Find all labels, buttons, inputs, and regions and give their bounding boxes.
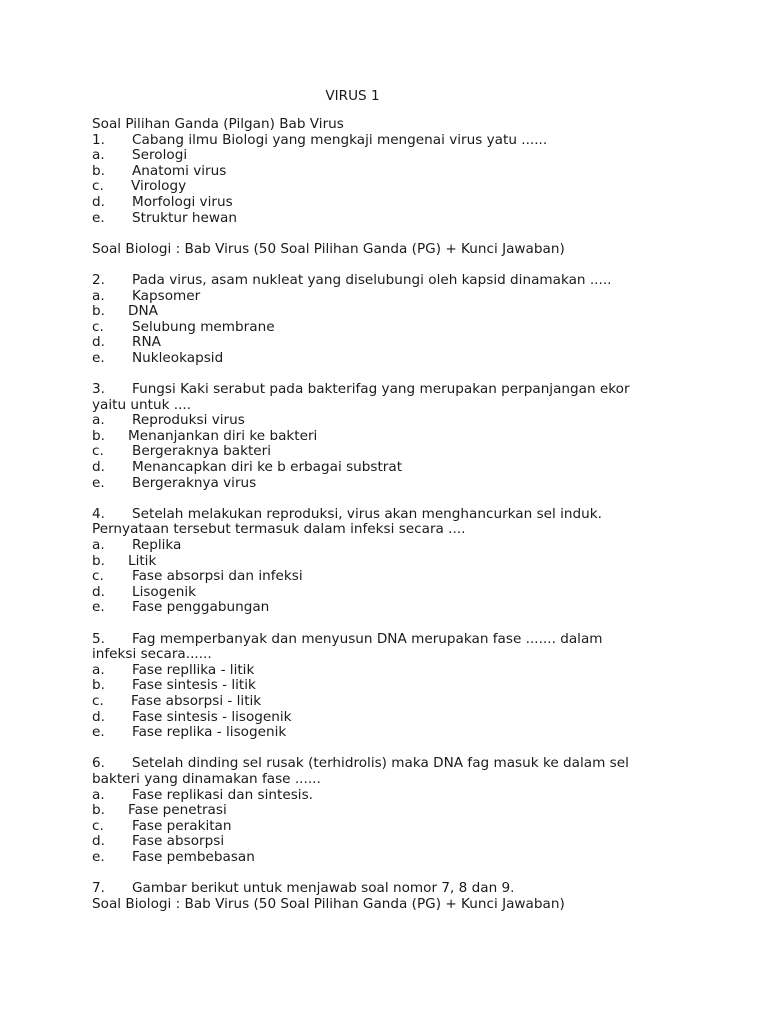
question-number: 6. (92, 755, 105, 772)
option-label: b. (92, 552, 105, 569)
option-d (92, 335, 672, 351)
option-e (92, 600, 672, 616)
option-label: b. (92, 802, 105, 819)
question-text: Pada virus, asam nukleat yang diselubungi oleh kapsid dinamakan ..... (132, 271, 612, 288)
spacer (92, 257, 672, 273)
option-label: a. (92, 537, 105, 554)
option-text: Virology (131, 178, 187, 195)
question-5 (92, 632, 672, 741)
question-text: Gambar berikut untuk menjawab soal nomor 7, 8 dan 9. (132, 880, 515, 897)
question-3 (92, 382, 672, 491)
option-a (92, 289, 672, 305)
option-label: b. (92, 677, 105, 694)
option-text: Fase perakitan (132, 817, 232, 834)
option-a (92, 538, 672, 554)
spacer (92, 367, 672, 383)
option-text: Fase absorpsi - litik (131, 692, 262, 709)
question-text: Cabang ilmu Biologi yang mengkaji mengenai virus yatu ...... (132, 131, 548, 148)
option-text: Kapsomer (132, 287, 201, 304)
option-label: d. (92, 708, 105, 725)
question-stem-continued: Pernyataan tersebut termasuk dalam infeksi secara .... (92, 521, 466, 538)
question-number: 7. (92, 880, 105, 897)
option-e (92, 211, 672, 227)
question-4 (92, 507, 672, 616)
spacer (92, 226, 672, 242)
question-7 (92, 881, 672, 897)
option-text: Reproduksi virus (132, 412, 245, 429)
option-label: d. (92, 334, 105, 351)
option-text: Fase sintesis - litik (132, 677, 256, 694)
option-label: a. (92, 661, 105, 678)
option-text: Serologi (132, 147, 188, 164)
option-label: a. (92, 287, 105, 304)
option-text: Morfologi virus (132, 193, 233, 210)
question-text: Setelah dinding sel rusak (terhidrolis) maka DNA fag masuk ke dalam sel (132, 755, 629, 772)
option-text: Menanjankan diri ke bakteri (128, 427, 318, 444)
option-text: Struktur hewan (132, 209, 237, 226)
question-stem (92, 881, 672, 897)
option-label: c. (92, 178, 104, 195)
option-label: b. (92, 427, 105, 444)
option-e (92, 850, 672, 866)
option-a (92, 413, 672, 429)
option-label: e. (92, 724, 105, 741)
option-b (92, 429, 672, 445)
option-text: Anatomi virus (132, 162, 227, 179)
option-text: DNA (128, 303, 158, 320)
question-6 (92, 756, 672, 865)
option-a (92, 788, 672, 804)
option-text: Litik (128, 552, 157, 569)
option-a (92, 663, 672, 679)
option-label: c. (92, 817, 104, 834)
question-stem (92, 273, 672, 289)
option-d (92, 195, 672, 211)
option-label: e. (92, 474, 105, 491)
option-text: Menancapkan diri ke b erbagai substrat (132, 459, 403, 476)
option-label: e. (92, 349, 105, 366)
question-number: 4. (92, 505, 105, 522)
question-text: Fag memperbanyak dan menyusun DNA merupakan fase ....... dalam (132, 630, 603, 647)
option-e (92, 476, 672, 492)
option-text: Selubung membrane (132, 318, 275, 335)
option-c (92, 179, 672, 195)
question-stem (92, 382, 672, 398)
option-c (92, 819, 672, 835)
option-label: a. (92, 786, 105, 803)
question-text: Fungsi Kaki serabut pada bakterifag yang merupakan perpanjangan ekor (132, 381, 630, 398)
option-text: Nukleokapsid (132, 349, 224, 366)
question-stem-continued: yaitu untuk .... (92, 396, 192, 413)
option-text: Replika (132, 537, 182, 554)
option-text: Bergeraknya virus (132, 474, 257, 491)
option-e (92, 351, 672, 367)
option-label: c. (92, 568, 104, 585)
repeat-header: Soal Biologi : Bab Virus (50 Soal Pilihan Ganda (PG) + Kunci Jawaban) (92, 240, 565, 257)
option-text: Fase repllika - litik (132, 661, 255, 678)
document-title: VIRUS 1 (325, 88, 380, 104)
question-stem-continued: infeksi secara...... (92, 646, 212, 663)
question-number: 5. (92, 630, 105, 647)
option-text: Fase penetrasi (128, 802, 227, 819)
option-label: c. (92, 318, 104, 335)
option-d (92, 585, 672, 601)
option-label: d. (92, 583, 105, 600)
option-c (92, 694, 672, 710)
option-label: a. (92, 412, 105, 429)
option-label: b. (92, 162, 105, 179)
document-subtitle: Soal Pilihan Ganda (Pilgan) Bab Virus (92, 116, 344, 132)
question-stem-continued: bakteri yang dinamakan fase ...... (92, 770, 321, 787)
option-c (92, 569, 672, 585)
option-b (92, 304, 672, 320)
option-e (92, 725, 672, 741)
option-text: Fase penggabungan (132, 599, 270, 616)
question-stem (92, 507, 672, 523)
option-a (92, 148, 672, 164)
option-b (92, 164, 672, 180)
option-c (92, 444, 672, 460)
option-text: Fase replikasi dan sintesis. (132, 786, 313, 803)
option-label: a. (92, 147, 105, 164)
spacer (92, 866, 672, 882)
spacer (92, 741, 672, 757)
question-number: 2. (92, 271, 105, 288)
option-b (92, 678, 672, 694)
option-label: e. (92, 599, 105, 616)
document-body (92, 117, 672, 912)
option-text: Fase absorpsi (132, 833, 225, 850)
option-d (92, 834, 672, 850)
option-text: Fase sintesis - lisogenik (132, 708, 292, 725)
option-label: d. (92, 833, 105, 850)
option-text: Fase pembebasan (132, 848, 255, 865)
option-b (92, 803, 672, 819)
option-text: Lisogenik (132, 583, 197, 600)
option-c (92, 320, 672, 336)
spacer (92, 491, 672, 507)
option-text: RNA (132, 334, 161, 351)
option-label: e. (92, 209, 105, 226)
question-number: 3. (92, 381, 105, 398)
question-text: Setelah melakukan reproduksi, virus akan menghancurkan sel induk. (132, 505, 602, 522)
question-stem (92, 756, 672, 772)
option-d (92, 460, 672, 476)
option-label: d. (92, 193, 105, 210)
question-1 (92, 133, 672, 227)
option-text: Fase absorpsi dan infeksi (132, 568, 303, 585)
question-stem (92, 133, 672, 149)
option-b (92, 554, 672, 570)
option-label: e. (92, 848, 105, 865)
spacer (92, 616, 672, 632)
option-label: c. (92, 692, 104, 709)
option-label: d. (92, 459, 105, 476)
repeat-header: Soal Biologi : Bab Virus (50 Soal Pilihan Ganda (PG) + Kunci Jawaban) (92, 895, 565, 912)
option-text: Fase replika - lisogenik (132, 724, 287, 741)
question-stem (92, 632, 672, 648)
option-label: c. (92, 443, 104, 460)
question-number: 1. (92, 131, 105, 148)
option-label: b. (92, 303, 105, 320)
question-2 (92, 273, 672, 367)
option-d (92, 710, 672, 726)
option-text: Bergeraknya bakteri (132, 443, 272, 460)
